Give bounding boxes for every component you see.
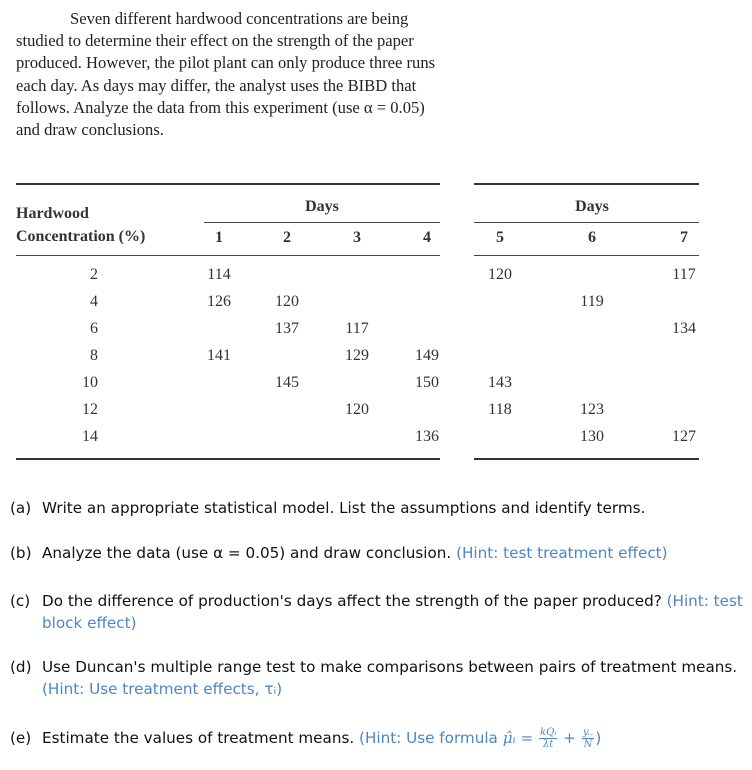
day-col-header: 7: [680, 229, 688, 246]
question-label: (a): [10, 499, 32, 517]
days-label-left: Days: [305, 198, 339, 215]
question-b: [10, 544, 668, 562]
table-cell: 141: [207, 347, 231, 364]
table-cell: 120: [488, 266, 512, 283]
concentration-value: 10: [82, 374, 98, 391]
formula-fraction-1: [539, 727, 557, 750]
row-header-hardwood: Hardwood: [16, 205, 89, 222]
question-label: (d): [10, 658, 32, 676]
question-c: [10, 590, 743, 634]
table-cell: 117: [345, 320, 369, 337]
intro-line: each day. As days may differ, the analyst uses the BIBD that: [16, 75, 417, 95]
table-cell: 114: [207, 266, 231, 283]
formula-fraction-2-numerator: y..: [582, 727, 594, 738]
day-col-header: 3: [353, 229, 361, 246]
table-cell: 136: [415, 428, 439, 445]
header-bottom-rule-right: [474, 255, 699, 256]
table-cell: 123: [580, 401, 604, 418]
question-label: (c): [10, 592, 31, 610]
question-text: Analyze the data (use α = 0.05) and draw conclusion.: [42, 544, 452, 562]
table-cell: 120: [345, 401, 369, 418]
table-cell: 150: [415, 374, 439, 391]
table-bottom-rule-left: [16, 458, 440, 460]
question-hint-continued: block effect): [42, 614, 137, 632]
question-text: Write an appropriate statistical model. List the assumptions and identify terms.: [42, 499, 646, 517]
days-label-right: Days: [575, 198, 609, 215]
concentration-value: 14: [82, 428, 98, 445]
question-label: (e): [10, 729, 32, 747]
table-cell: 126: [207, 293, 231, 310]
day-col-header: 2: [283, 229, 291, 246]
table-cell: 129: [345, 347, 369, 364]
formula-fraction-2: [582, 727, 595, 750]
formula-fraction-2-denominator: N: [583, 739, 593, 750]
intro-line: studied to determine their effect on the strength of the paper: [16, 31, 414, 51]
question-text: Use Duncan's multiple range test to make comparisons between pairs of treatment means.: [42, 658, 738, 676]
intro-line: follows. Analyze the data from this experiment (use α = 0.05): [16, 97, 425, 117]
header-bottom-rule-left: [16, 255, 440, 256]
table-cell: 145: [275, 374, 299, 391]
question-hint: (Hint: test: [666, 592, 743, 610]
problem-statement: [16, 8, 468, 141]
days-header-rule-right: [474, 222, 699, 223]
concentration-value: 12: [82, 401, 98, 418]
concentration-value: 2: [90, 266, 98, 283]
table-cell: 143: [488, 374, 512, 391]
question-a: [10, 499, 645, 517]
intro-line: produced. However, the pilot plant can only produce three runs: [16, 53, 436, 73]
intro-line: Seven different hardwood concentrations are being: [70, 9, 409, 28]
table-cell: 127: [672, 428, 696, 445]
table-cell: 120: [275, 293, 299, 310]
table-cell: 149: [415, 347, 439, 364]
question-hint: (Hint: test treatment effect): [456, 544, 668, 562]
day-col-header: 6: [588, 229, 596, 246]
table-top-rule-left: [16, 183, 440, 185]
table-cell: 134: [672, 320, 696, 337]
day-col-header: 5: [496, 229, 504, 246]
formula-fraction-1-numerator: kQᵢ: [540, 727, 557, 738]
day-col-header: 1: [215, 229, 223, 246]
table-cell: 119: [580, 293, 604, 310]
formula-plus: +: [563, 729, 576, 747]
concentration-value: 6: [90, 320, 98, 337]
question-label: (b): [10, 544, 32, 562]
table-cell: 130: [580, 428, 604, 445]
question-hint: (Hint: Use treatment effects, τᵢ): [42, 680, 283, 698]
table-bottom-rule-right: [474, 458, 699, 460]
concentration-value: 4: [90, 293, 98, 310]
formula-close-paren: ): [595, 729, 602, 747]
question-text: Estimate the values of treatment means.: [42, 729, 355, 747]
formula-fraction-1-denominator: λt: [542, 739, 554, 750]
formula-lhs: μ̂ᵢ =: [502, 729, 534, 747]
row-header-concentration: Concentration (%): [16, 228, 146, 245]
day-col-header: 4: [423, 229, 431, 246]
concentration-value: 8: [90, 347, 98, 364]
table-cell: 117: [672, 266, 696, 283]
question-hint: (Hint: Use formula: [359, 729, 498, 747]
question-e: [10, 727, 601, 750]
days-header-rule-left: [204, 222, 440, 223]
intro-line: and draw conclusions.: [16, 120, 164, 140]
question-d: [10, 656, 737, 700]
question-text: Do the difference of production's days affect the strength of the paper produced?: [42, 592, 662, 610]
table-top-rule-right: [474, 183, 699, 185]
table-cell: 137: [275, 320, 299, 337]
table-cell: 118: [488, 401, 512, 418]
